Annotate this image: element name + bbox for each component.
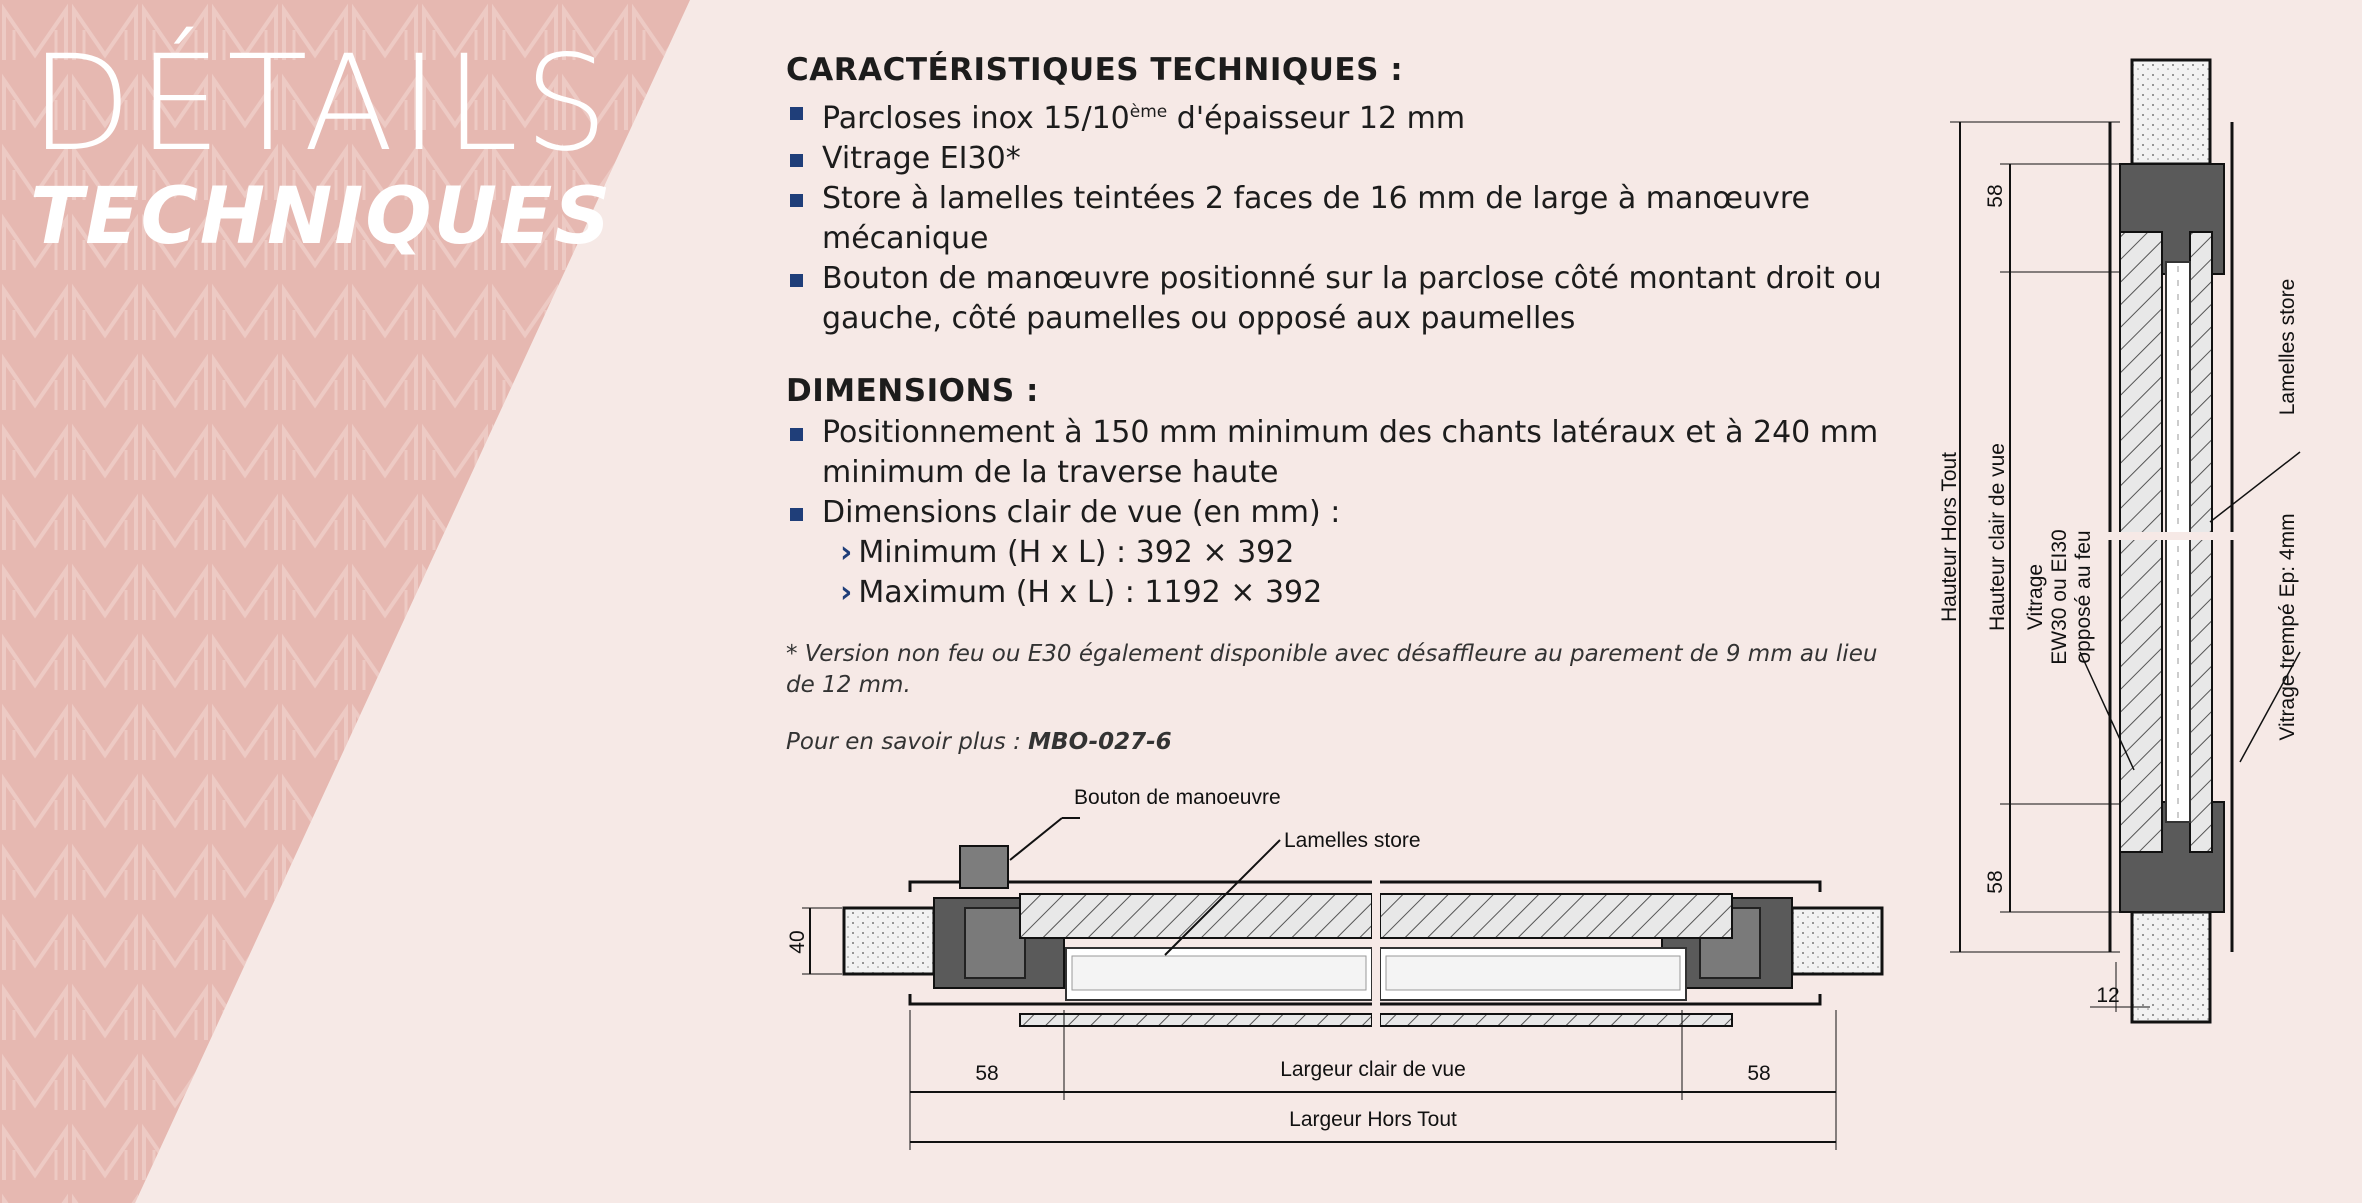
page-title-line2: TECHNIQUES — [30, 172, 613, 262]
hauteur-hors-tout-label: Hauteur Hors Tout — [1938, 451, 1961, 623]
specs-item: Parcloses inox 15/10ème d'épaisseur 12 mm — [786, 92, 1906, 139]
vitrage-trempe-label: Vitrage trempé Ep: 4mm — [2276, 513, 2299, 741]
largeur-clair-label: Largeur clair de vue — [1280, 1058, 1466, 1081]
chevron-right-icon: › — [840, 535, 853, 570]
largeur-hors-tout-label: Largeur Hors Tout — [1289, 1108, 1457, 1131]
specs-item: Store à lamelles teintées 2 faces de 16 mm de large à manœuvre mécanique — [786, 179, 1906, 259]
footnote: * Version non feu ou E30 également disponible avec désaffleure au parement de 9 mm au lieu de 12 mm. — [786, 641, 1878, 698]
vitrage-label-1: Vitrage — [2024, 563, 2047, 631]
reference-code: MBO-027-6 — [1028, 729, 1172, 755]
dim-12: 12 — [2096, 984, 2120, 1007]
page-title-line1: DÉTAILS — [30, 27, 614, 181]
dimensions-list — [786, 413, 1906, 533]
dimensions-title: DIMENSIONS : — [786, 373, 1039, 409]
specs-item: Vitrage EI30* — [786, 139, 1906, 179]
lamelles-label: Lamelles store — [1284, 829, 1421, 852]
horizontal-section-drawing — [780, 770, 1910, 1170]
more-info: Pour en savoir plus : MBO-027-6 — [786, 729, 1172, 755]
lamelles-store-label: Lamelles store — [2276, 278, 2299, 416]
specs-list — [786, 92, 1906, 339]
dimensions-item: Positionnement à 150 mm minimum des chants latéraux et à 240 mm minimum de la traverse haute — [786, 413, 1906, 493]
specs-item: Bouton de manœuvre positionné sur la parclose côté montant droit ou gauche, côté paumelles ou opposé aux paumelles — [786, 259, 1906, 339]
vitrage-label-3: opposé au feu — [2072, 530, 2095, 664]
main-content — [786, 52, 1906, 755]
dimensions-sublist — [786, 533, 1906, 613]
vitrage-label-2: EW30 ou EI30 — [2048, 529, 2071, 665]
specs-title: CARACTÉRISTIQUES TECHNIQUES : — [786, 52, 1404, 88]
chevron-right-icon: › — [840, 575, 853, 610]
bouton-label: Bouton de manoeuvre — [1074, 786, 1281, 809]
dimensions-subitem: › Minimum (H x L) : 392 × 392 — [840, 535, 1295, 570]
dim-58-left: 58 — [975, 1062, 999, 1085]
dimensions-subitem: › Maximum (H x L) : 1192 × 392 — [840, 575, 1323, 610]
dimensions-item: Dimensions clair de vue (en mm) : — [786, 493, 1906, 533]
dim-40: 40 — [786, 930, 809, 954]
dim-58-top: 58 — [1984, 184, 2007, 208]
dim-58-bottom: 58 — [1984, 870, 2007, 894]
vertical-section-drawing — [1920, 52, 2330, 1032]
dim-58-right: 58 — [1747, 1062, 1771, 1085]
hauteur-clair-label: Hauteur clair de vue — [1986, 443, 2009, 631]
